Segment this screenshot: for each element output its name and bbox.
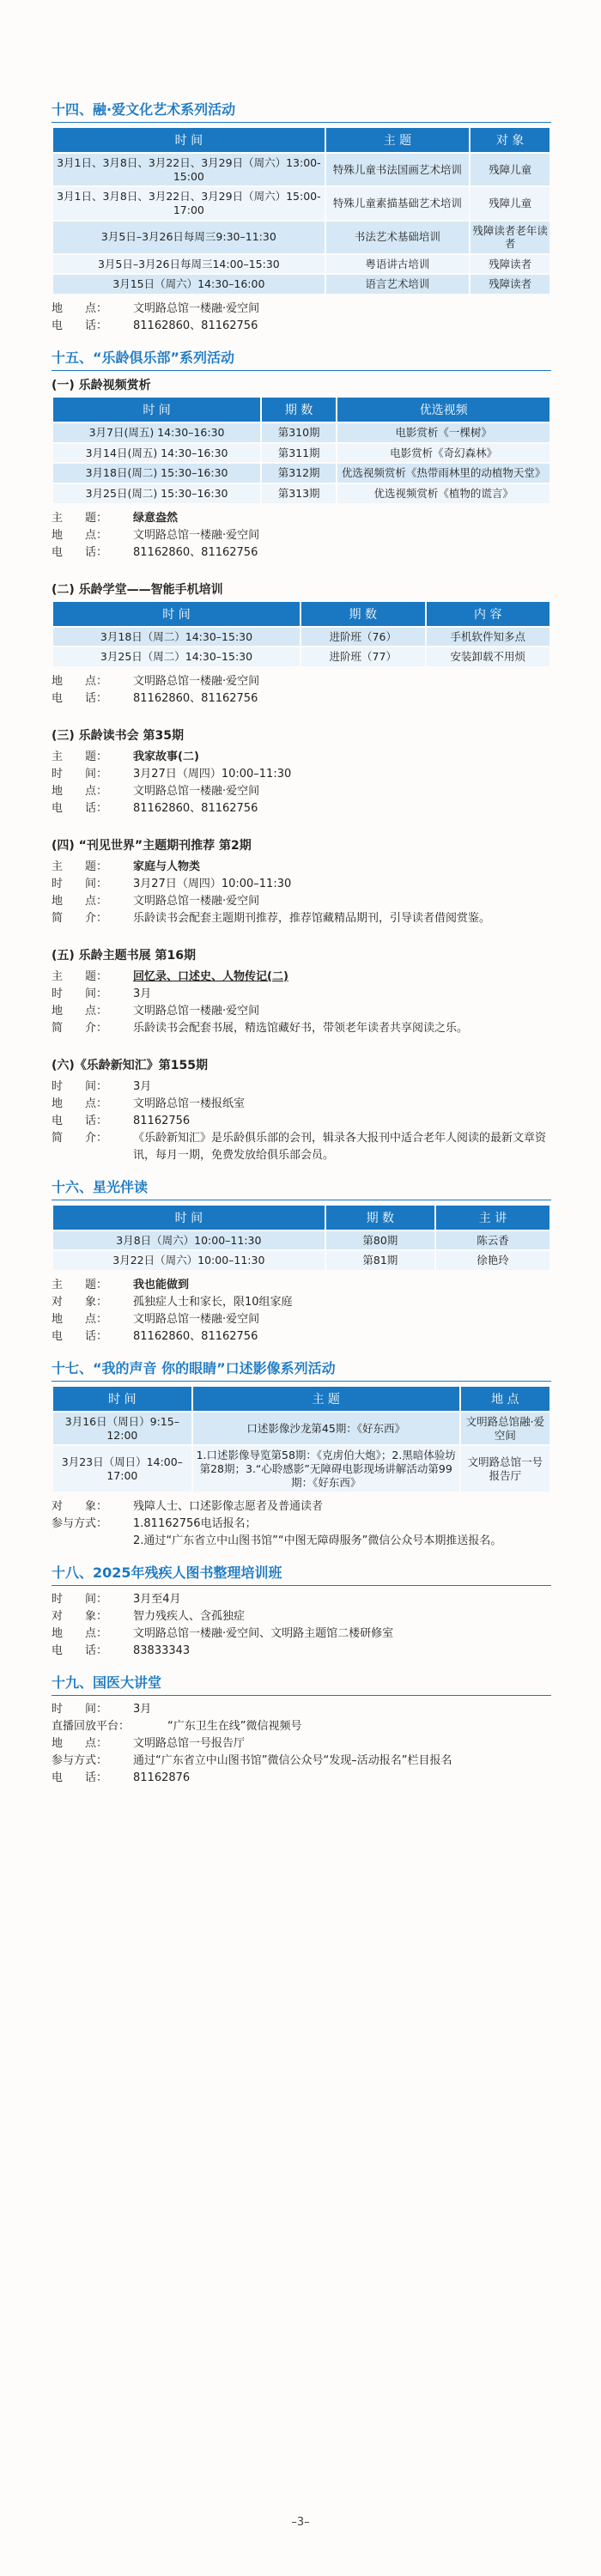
theme-value: 我家故事(二) <box>133 750 199 763</box>
cell: 残障儿童 <box>470 187 549 219</box>
cell: 电影赏析《奇幻森林》 <box>337 444 549 463</box>
section-title: 十七、“我的声音 你的眼睛”口述影像系列活动 <box>52 1358 551 1382</box>
col-video: 优选视频 <box>337 398 549 422</box>
theme-label: 主 题： <box>52 750 108 763</box>
address-label: 地 点： <box>52 1627 108 1641</box>
join-label: 参与方式： <box>52 1517 108 1531</box>
cell: 3月5日–3月26日每周三14:00–15:30 <box>53 255 325 274</box>
table-header <box>53 128 549 152</box>
target-value: 残障人士、口述影像志愿者及普通读者 <box>133 1500 324 1514</box>
table-header <box>53 602 549 626</box>
table-header <box>53 398 549 422</box>
desc-value: 《乐龄新知汇》是乐龄俱乐部的会刊，辑录各大报刊中适合老年人阅读的最新文章资讯，每月一期，免费发放给俱乐部会员。 <box>133 1131 547 1162</box>
phone-value: 81162860、81162756 <box>133 319 258 332</box>
address-label: 地 点： <box>52 894 108 908</box>
phone-value: 81162860、81162756 <box>133 545 258 559</box>
cell: 残障读者 <box>470 275 549 294</box>
cell: 3月15日（周六）14:30–16:00 <box>53 275 325 294</box>
address-value: 文明路总馆一楼融·爱空间 <box>133 784 260 798</box>
cell: 3月1日、3月8日、3月22日、3月29日（周六）13:00-15:00 <box>53 154 325 185</box>
cell: 进阶班（76） <box>301 628 425 647</box>
page-content <box>52 99 551 1799</box>
join-method-1: 1.81162756电话报名； <box>133 1517 257 1531</box>
cell: 1.口述影像导览第58期：《克虏伯大炮》；2.黑暗体验坊第28期；3.“心聆感影”无障碍电影现场讲解活动第99期：《好东西》 <box>193 1446 459 1492</box>
replay-label: 直播回放平台： <box>52 1720 131 1734</box>
phone-value: 81162756 <box>133 1114 191 1127</box>
info-block <box>52 510 551 562</box>
table-row <box>53 1446 549 1492</box>
info-block <box>52 1591 551 1660</box>
cell: 第312期 <box>262 464 336 483</box>
col-content: 内 容 <box>427 602 550 626</box>
address-label: 地 点： <box>52 674 108 688</box>
sub-title: (二) 乐龄学堂——智能手机培训 <box>52 582 223 597</box>
join-label-spacer <box>52 1533 133 1550</box>
theme-value: 回忆录、口述史、人物传记(二) <box>133 969 288 983</box>
table-row <box>53 444 549 463</box>
time-value: 3月 <box>133 1079 152 1093</box>
schedule-table <box>52 1204 551 1272</box>
address-value: 文明路总馆一楼融·爱空间 <box>133 1004 260 1018</box>
cell: 电影赏析《一棵树》 <box>337 423 549 442</box>
table-row <box>53 222 549 253</box>
phone-label: 电 话： <box>52 319 108 332</box>
cell: 残障儿童 <box>470 154 549 185</box>
info-block <box>52 1277 551 1346</box>
theme-label: 主 题： <box>52 1279 108 1291</box>
table-row <box>53 628 549 647</box>
address-label: 地 点： <box>52 1737 108 1751</box>
col-time: 时 间 <box>53 398 260 422</box>
cell: 第80期 <box>326 1231 434 1250</box>
info-block <box>52 749 551 817</box>
cell: 文明路总馆融·爱空间 <box>461 1413 549 1444</box>
table-header <box>53 1387 549 1411</box>
info-block <box>52 1078 551 1164</box>
section-title: 十八、2025年残疾人图书整理培训班 <box>52 1562 551 1586</box>
page-number: –3– <box>291 2516 310 2529</box>
table-row <box>53 255 549 274</box>
section-17 <box>52 1358 551 1550</box>
col-time: 时 间 <box>53 1206 325 1230</box>
time-label: 时 间： <box>52 1593 108 1607</box>
section-18 <box>52 1562 551 1660</box>
phone-value: 81162860、81162756 <box>133 801 258 815</box>
cell: 第310期 <box>262 423 336 442</box>
sub-title: (三) 乐龄读书会 第35期 <box>52 728 185 743</box>
address-value: 文明路总馆一楼融·爱空间 <box>133 528 260 542</box>
section-19 <box>52 1672 551 1787</box>
cell: 残障读者老年读者 <box>470 222 549 253</box>
desc-label: 简 介： <box>52 1021 108 1035</box>
phone-value: 81162860、81162756 <box>133 1330 258 1343</box>
table-row <box>53 1251 549 1270</box>
cell: 安装卸载不用烦 <box>427 647 550 666</box>
col-issue: 期 数 <box>301 602 425 626</box>
time-label: 时 间： <box>52 1079 108 1093</box>
address-label: 地 点： <box>52 1004 108 1018</box>
col-theme: 主 题 <box>326 128 469 152</box>
cell: 优选视频赏析《植物的谎言》 <box>337 484 549 503</box>
cell: 残障读者 <box>470 255 549 274</box>
desc-value: 乐龄读书会配套主题期刊推荐，推荐馆藏精品期刊，引导读者借阅赏鉴。 <box>133 911 491 925</box>
replay-value: “广东卫生在线”微信视频号 <box>167 1720 302 1734</box>
theme-value: 绿意盎然 <box>133 511 179 525</box>
target-value: 孤独症人士和家长，限10组家庭 <box>133 1296 293 1309</box>
cell: 口述影像沙龙第45期：《好东西》 <box>193 1413 459 1444</box>
schedule-table <box>52 126 551 295</box>
desc-label: 简 介： <box>52 1131 108 1145</box>
address-label: 地 点： <box>52 528 108 542</box>
col-time: 时 间 <box>53 128 325 152</box>
section-title: 十六、星光伴读 <box>52 1176 551 1200</box>
schedule-table <box>52 396 551 505</box>
cell: 3月14日(周五) 14:30–16:30 <box>53 444 260 463</box>
time-value: 3月27日（周四）10:00–11:30 <box>133 877 292 890</box>
cell: 3月25日(周二) 15:30–16:30 <box>53 484 260 503</box>
cell: 粤语讲古培训 <box>326 255 469 274</box>
phone-label: 电 话： <box>52 1330 108 1343</box>
phone-value: 81162860、81162756 <box>133 691 258 705</box>
table-row <box>53 484 549 503</box>
col-issue: 期 数 <box>262 398 336 422</box>
cell: 3月8日（周六）10:00–11:30 <box>53 1231 325 1250</box>
col-location: 地 点 <box>461 1387 549 1411</box>
cell: 书法艺术基础培训 <box>326 222 469 253</box>
col-theme: 主 题 <box>193 1387 459 1411</box>
theme-value: 家庭与人物类 <box>133 860 201 873</box>
col-speaker: 主 讲 <box>436 1206 549 1230</box>
table-row <box>53 647 549 666</box>
target-label: 对 象： <box>52 1610 108 1624</box>
join-value: 通过“广东省立中山图书馆”微信公众号“发现–活动报名”栏目报名 <box>133 1754 452 1768</box>
address-label: 地 点： <box>52 302 108 315</box>
section-16 <box>52 1176 551 1346</box>
address-label: 地 点： <box>52 1097 108 1110</box>
time-value: 3月 <box>133 1703 152 1716</box>
time-label: 时 间： <box>52 767 108 781</box>
target-label: 对 象： <box>52 1500 108 1514</box>
time-label: 时 间： <box>52 877 108 890</box>
address-value: 文明路总馆一号报告厅 <box>133 1737 246 1751</box>
address-value: 文明路总馆一楼融·爱空间 <box>133 674 260 688</box>
col-time: 时 间 <box>53 1387 191 1411</box>
cell: 3月25日（周二）14:30–15:30 <box>53 647 300 666</box>
cell: 3月23日（周日）14:00–17:00 <box>53 1446 191 1492</box>
cell: 第81期 <box>326 1251 434 1270</box>
desc-value: 乐龄读书会配套书展，精选馆藏好书，带领老年读者共享阅读之乐。 <box>133 1021 469 1035</box>
phone-label: 电 话： <box>52 1114 108 1127</box>
info-block <box>52 1498 551 1550</box>
desc-label: 简 介： <box>52 911 108 925</box>
target-value: 智力残疾人、含孤独症 <box>133 1610 246 1624</box>
cell: 3月18日（周二）14:30–15:30 <box>53 628 300 647</box>
col-time: 时 间 <box>53 602 300 626</box>
table-row <box>53 1231 549 1250</box>
section-title: 十四、融·爱文化艺术系列活动 <box>52 99 551 123</box>
theme-label: 主 题： <box>52 511 108 525</box>
schedule-table <box>52 1385 551 1493</box>
sub-title: (一) 乐龄视频赏析 <box>52 379 151 392</box>
table-row <box>53 187 549 219</box>
table-row <box>53 423 549 442</box>
cell: 文明路总馆一号报告厅 <box>461 1446 549 1492</box>
col-issue: 期 数 <box>326 1206 434 1230</box>
section-14 <box>52 99 551 335</box>
table-row <box>53 154 549 185</box>
table-row <box>53 275 549 294</box>
table-row <box>53 464 549 483</box>
cell: 3月1日、3月8日、3月22日、3月29日（周六）15:00-17:00 <box>53 187 325 219</box>
cell: 3月18日(周二) 15:30–16:30 <box>53 464 260 483</box>
info-block <box>52 301 551 335</box>
theme-label: 主 题： <box>52 969 108 983</box>
cell: 手机软件知多点 <box>427 628 550 647</box>
address-value: 文明路总馆一楼报纸室 <box>133 1097 246 1110</box>
phone-label: 电 话： <box>52 801 108 815</box>
cell: 3月7日(周五) 14:30–16:30 <box>53 423 260 442</box>
sub-title: (四) “刊见世界”主题期刊推荐 第2期 <box>52 838 252 853</box>
time-value: 3月至4月 <box>133 1593 181 1607</box>
join-method-2: 2.通过“广东省立中山图书馆”“中图无障碍服务”微信公众号本期推送报名。 <box>133 1534 502 1548</box>
section-title: 十九、国医大讲堂 <box>52 1672 551 1696</box>
address-label: 地 点： <box>52 1313 108 1326</box>
cell: 优选视频赏析《热带雨林里的动植物天堂》 <box>337 464 549 483</box>
join-label: 参与方式： <box>52 1754 108 1768</box>
phone-value: 81162876 <box>133 1771 191 1785</box>
info-block <box>52 859 551 927</box>
address-value: 文明路总馆一楼融·爱空间、文明路主题馆二楼研修室 <box>133 1627 394 1641</box>
cell: 语言艺术培训 <box>326 275 469 294</box>
info-block <box>52 969 551 1037</box>
cell: 陈云香 <box>436 1231 549 1250</box>
section-15 <box>52 347 551 1164</box>
info-block <box>52 673 551 708</box>
table-header <box>53 1206 549 1230</box>
target-label: 对 象： <box>52 1296 108 1309</box>
phone-label: 电 话： <box>52 1771 108 1785</box>
time-label: 时 间： <box>52 1703 108 1716</box>
phone-label: 电 话： <box>52 1644 108 1658</box>
cell: 第313期 <box>262 484 336 503</box>
info-block <box>52 1701 551 1787</box>
cell: 特殊儿童书法国画艺术培训 <box>326 154 469 185</box>
phone-label: 电 话： <box>52 545 108 559</box>
cell: 进阶班（77） <box>301 647 425 666</box>
cell: 特殊儿童素描基础艺术培训 <box>326 187 469 219</box>
col-target: 对 象 <box>470 128 549 152</box>
section-title: 十五、“乐龄俱乐部”系列活动 <box>52 347 551 371</box>
time-value: 3月27日（周四）10:00–11:30 <box>133 767 292 781</box>
cell: 3月5日–3月26日每周三9:30–11:30 <box>53 222 325 253</box>
sub-title: (六)《乐龄新知汇》第155期 <box>52 1058 209 1072</box>
time-value: 3月 <box>133 987 152 1000</box>
phone-label: 电 话： <box>52 691 108 705</box>
cell: 3月16日（周日）9:15–12:00 <box>53 1413 191 1444</box>
address-label: 地 点： <box>52 784 108 798</box>
cell: 3月22日（周六）10:00–11:30 <box>53 1251 325 1270</box>
schedule-table <box>52 600 551 668</box>
address-value: 文明路总馆一楼融·爱空间 <box>133 302 260 315</box>
address-value: 文明路总馆一楼融·爱空间 <box>133 894 260 908</box>
theme-label: 主 题： <box>52 860 108 873</box>
address-value: 文明路总馆一楼融·爱空间 <box>133 1313 260 1326</box>
cell: 第311期 <box>262 444 336 463</box>
phone-value: 83833343 <box>133 1644 191 1658</box>
cell: 徐艳玲 <box>436 1251 549 1270</box>
time-label: 时 间： <box>52 987 108 1000</box>
table-row <box>53 1413 549 1444</box>
theme-value: 我也能做到 <box>133 1279 190 1291</box>
sub-title: (五) 乐龄主题书展 第16期 <box>52 948 197 963</box>
